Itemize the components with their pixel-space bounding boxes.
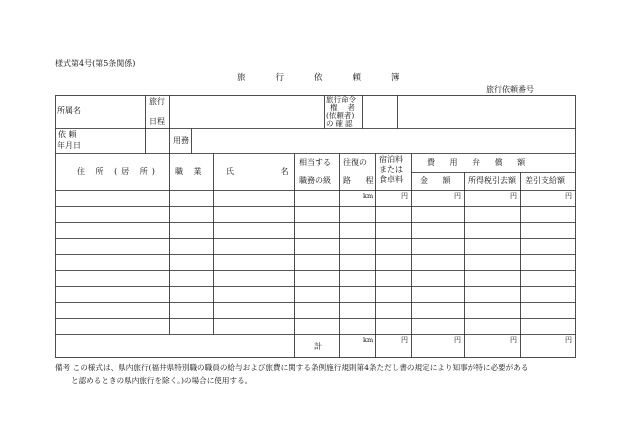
unit-yen-net: 円 xyxy=(565,192,572,200)
approval-label-3: (依頼者) xyxy=(326,111,355,120)
distance-header-1: 往復の xyxy=(343,158,367,167)
request-number-label: 旅行依頼番号 xyxy=(486,85,534,94)
request-date-label-2: 年月日 xyxy=(57,141,81,150)
affiliation-label: 所属名 xyxy=(57,106,81,115)
unit-yen-amount: 円 xyxy=(454,192,461,200)
total-unit-yen-lodging: 円 xyxy=(401,336,408,344)
form-number: 様式第4号(第5条関係) xyxy=(55,59,136,68)
total-unit-yen-net: 円 xyxy=(565,336,572,344)
net-header: 差引支給額 xyxy=(525,176,565,185)
grade-header-1: 相当する xyxy=(299,158,331,167)
address-header: 住 所 (居 所) xyxy=(77,167,159,176)
business-label: 用務 xyxy=(173,136,189,145)
amount-header: 金 額 xyxy=(420,176,457,185)
grade-header-2: 職務の級 xyxy=(299,176,331,185)
lodging-header-2: または xyxy=(379,165,403,174)
occupation-header: 職 業 xyxy=(175,167,206,176)
total-unit-yen-tax: 円 xyxy=(510,336,517,344)
lodging-header-1: 宿泊料 xyxy=(379,155,403,164)
approval-label-4: の確認 xyxy=(326,119,355,128)
lodging-header-3: 食卓料 xyxy=(379,175,403,184)
schedule-label: 日程 xyxy=(149,117,165,126)
tax-header: 所得税引去額 xyxy=(468,176,516,185)
approval-label-2: 権者 xyxy=(330,103,365,112)
unit-yen-tax: 円 xyxy=(510,192,517,200)
total-unit-yen-amount: 円 xyxy=(454,336,461,344)
notes-line-2: と認めるときの県内旅行を除く。)の場合に使用する。 xyxy=(71,376,253,385)
total-unit-km: km xyxy=(363,336,374,344)
document-title: 旅行依頼簿 xyxy=(237,73,430,83)
request-date-label-1: 依 頼 xyxy=(58,130,77,139)
unit-km: km xyxy=(363,192,374,200)
expense-header: 費 用 弁 償 額 xyxy=(427,158,532,167)
distance-header-2: 路 程 xyxy=(343,176,380,185)
approval-label-1: 旅行命令 xyxy=(326,95,356,104)
notes-line-1: 備考 この様式は、県内旅行(福井県特別職の職員の給与および旅費に関する条例施行規則第4条ただし書の規定により知事が特に必要がある xyxy=(55,363,529,372)
total-label: 計 xyxy=(314,342,322,351)
unit-yen-lodging: 円 xyxy=(401,192,408,200)
name-header: 氏 名 xyxy=(226,167,311,176)
travel-label: 旅行 xyxy=(149,97,165,106)
